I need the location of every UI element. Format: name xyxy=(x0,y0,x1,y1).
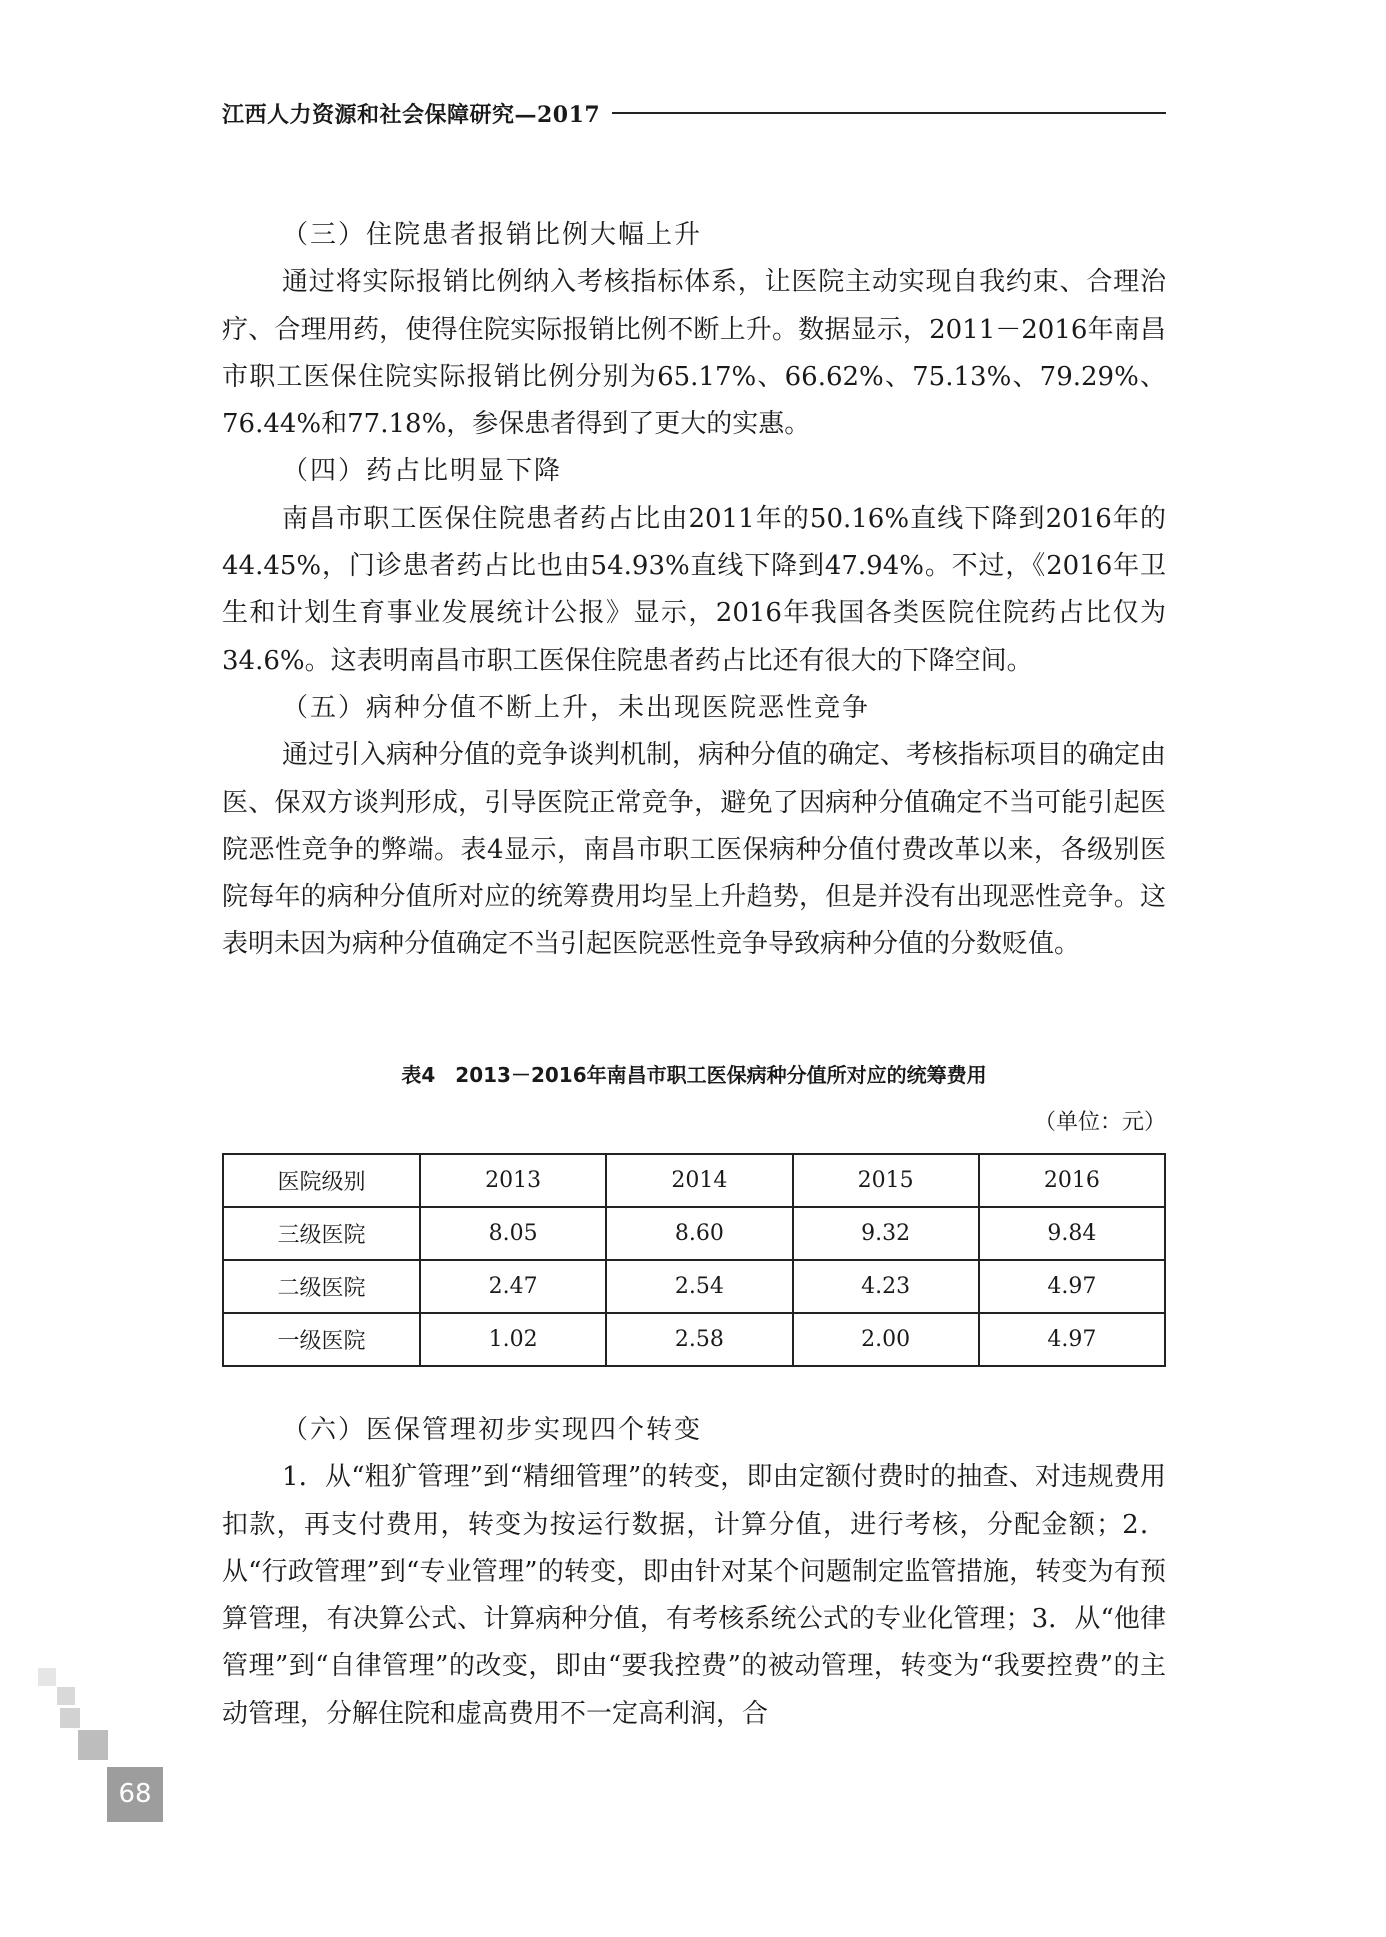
table-cell: 8.05 xyxy=(420,1207,606,1260)
table-cell: 2.58 xyxy=(606,1313,792,1366)
table-header-cell: 2015 xyxy=(793,1154,979,1207)
decorative-square xyxy=(57,1687,75,1705)
table-cell: 8.60 xyxy=(606,1207,792,1260)
table-header-cell: 2013 xyxy=(420,1154,606,1207)
cost-table xyxy=(222,1153,1166,1367)
page-number: 68 xyxy=(118,1779,152,1809)
body-text-lower xyxy=(222,1407,1166,1738)
section-paragraph-6: 1．从“粗犷管理”到“精细管理”的转变，即由定额付费时的抽查、对违规费用扣款，再支付费用，转变为按运行数据，计算分值，进行考核，分配金额；2．从“行政管理”到“专业管理”的转变，即由针对某个问题制定监管措施，转变为有预算管理，有决算公式、计算病种分值，有考核系统公式的专业化管理；3．从“他律管理”到“自律管理”的改变，即由“要我控费”的被动管理，转变为“我要控费”的主动管理，分解住院和虚高费用不一定高利润，合 xyxy=(222,1462,1166,1729)
table-title: 表4 2013－2016年南昌市职工医保病种分值所对应的统筹费用 xyxy=(401,1063,987,1087)
body-text-upper xyxy=(222,212,1166,969)
section-heading-4: （四）药占比明显下降 xyxy=(282,456,563,487)
table-cell: 4.97 xyxy=(979,1313,1165,1366)
table-cell: 三级医院 xyxy=(223,1207,420,1260)
table-cell: 4.97 xyxy=(979,1260,1165,1313)
table-header-cell: 2016 xyxy=(979,1154,1165,1207)
decorative-square xyxy=(38,1668,56,1686)
table-header-cell: 医院级别 xyxy=(223,1154,420,1207)
header-rule xyxy=(612,112,1166,114)
table-row xyxy=(223,1313,1165,1366)
table-row xyxy=(223,1260,1165,1313)
table-cell: 1.02 xyxy=(420,1313,606,1366)
decorative-square xyxy=(60,1708,80,1728)
table-cell: 9.84 xyxy=(979,1207,1165,1260)
section-heading-3: （三）住院患者报销比例大幅上升 xyxy=(282,220,703,250)
running-header-title: 江西人力资源和社会保障研究—2017 xyxy=(222,101,601,128)
table-unit: （单位：元） xyxy=(1033,1110,1166,1135)
section-paragraph-4: 南昌市职工医保住院患者药占比由2011年的50.16%直线下降到2016年的44.45%，门诊患者药占比也由54.93%直线下降到47.94%。不过，《2016年卫生和计划生育事业发展统计公报》显示，2016年我国各类医院住院药占比仅为34.6%。这表明南昌市职工医保住院患者药占比还有很大的下降空间。 xyxy=(222,503,1166,676)
running-header xyxy=(222,96,1166,130)
section-paragraph-3: 通过将实际报销比例纳入考核指标体系，让医院主动实现自我约束、合理治疗、合理用药，使得住院实际报销比例不断上升。数据显示，2011－2016年南昌市职工医保住院实际报销比例分别为65.17%、66.62%、75.13%、79.29%、76.44%和77.18%，参保患者得到了更大的实惠。 xyxy=(222,267,1166,440)
decorative-square xyxy=(78,1730,108,1760)
table-cell: 2.00 xyxy=(793,1313,979,1366)
table-cell: 2.54 xyxy=(606,1260,792,1313)
table-cell: 2.47 xyxy=(420,1260,606,1313)
table-cell: 4.23 xyxy=(793,1260,979,1313)
section-heading-6: （六）医保管理初步实现四个转变 xyxy=(282,1415,703,1445)
table-cell: 二级医院 xyxy=(223,1260,420,1313)
table-header-row xyxy=(223,1154,1165,1207)
table-header-cell: 2014 xyxy=(606,1154,792,1207)
section-paragraph-5: 通过引入病种分值的竞争谈判机制，病种分值的确定、考核指标项目的确定由医、保双方谈判形成，引导医院正常竞争，避免了因病种分值确定不当可能引起医院恶性竞争的弊端。表4显示，南昌市职工医保病种分值付费改革以来，各级别医院每年的病种分值所对应的统筹费用均呈上升趋势，但是并没有出现恶性竞争。这表明未因为病种分值确定不当引起医院恶性竞争导致病种分值的分数贬值。 xyxy=(222,740,1167,960)
section-heading-5: （五）病种分值不断上升，未出现医院恶性竞争 xyxy=(282,692,871,723)
table-cell: 9.32 xyxy=(793,1207,979,1260)
table-row xyxy=(223,1207,1165,1260)
table-cell: 一级医院 xyxy=(223,1313,420,1366)
